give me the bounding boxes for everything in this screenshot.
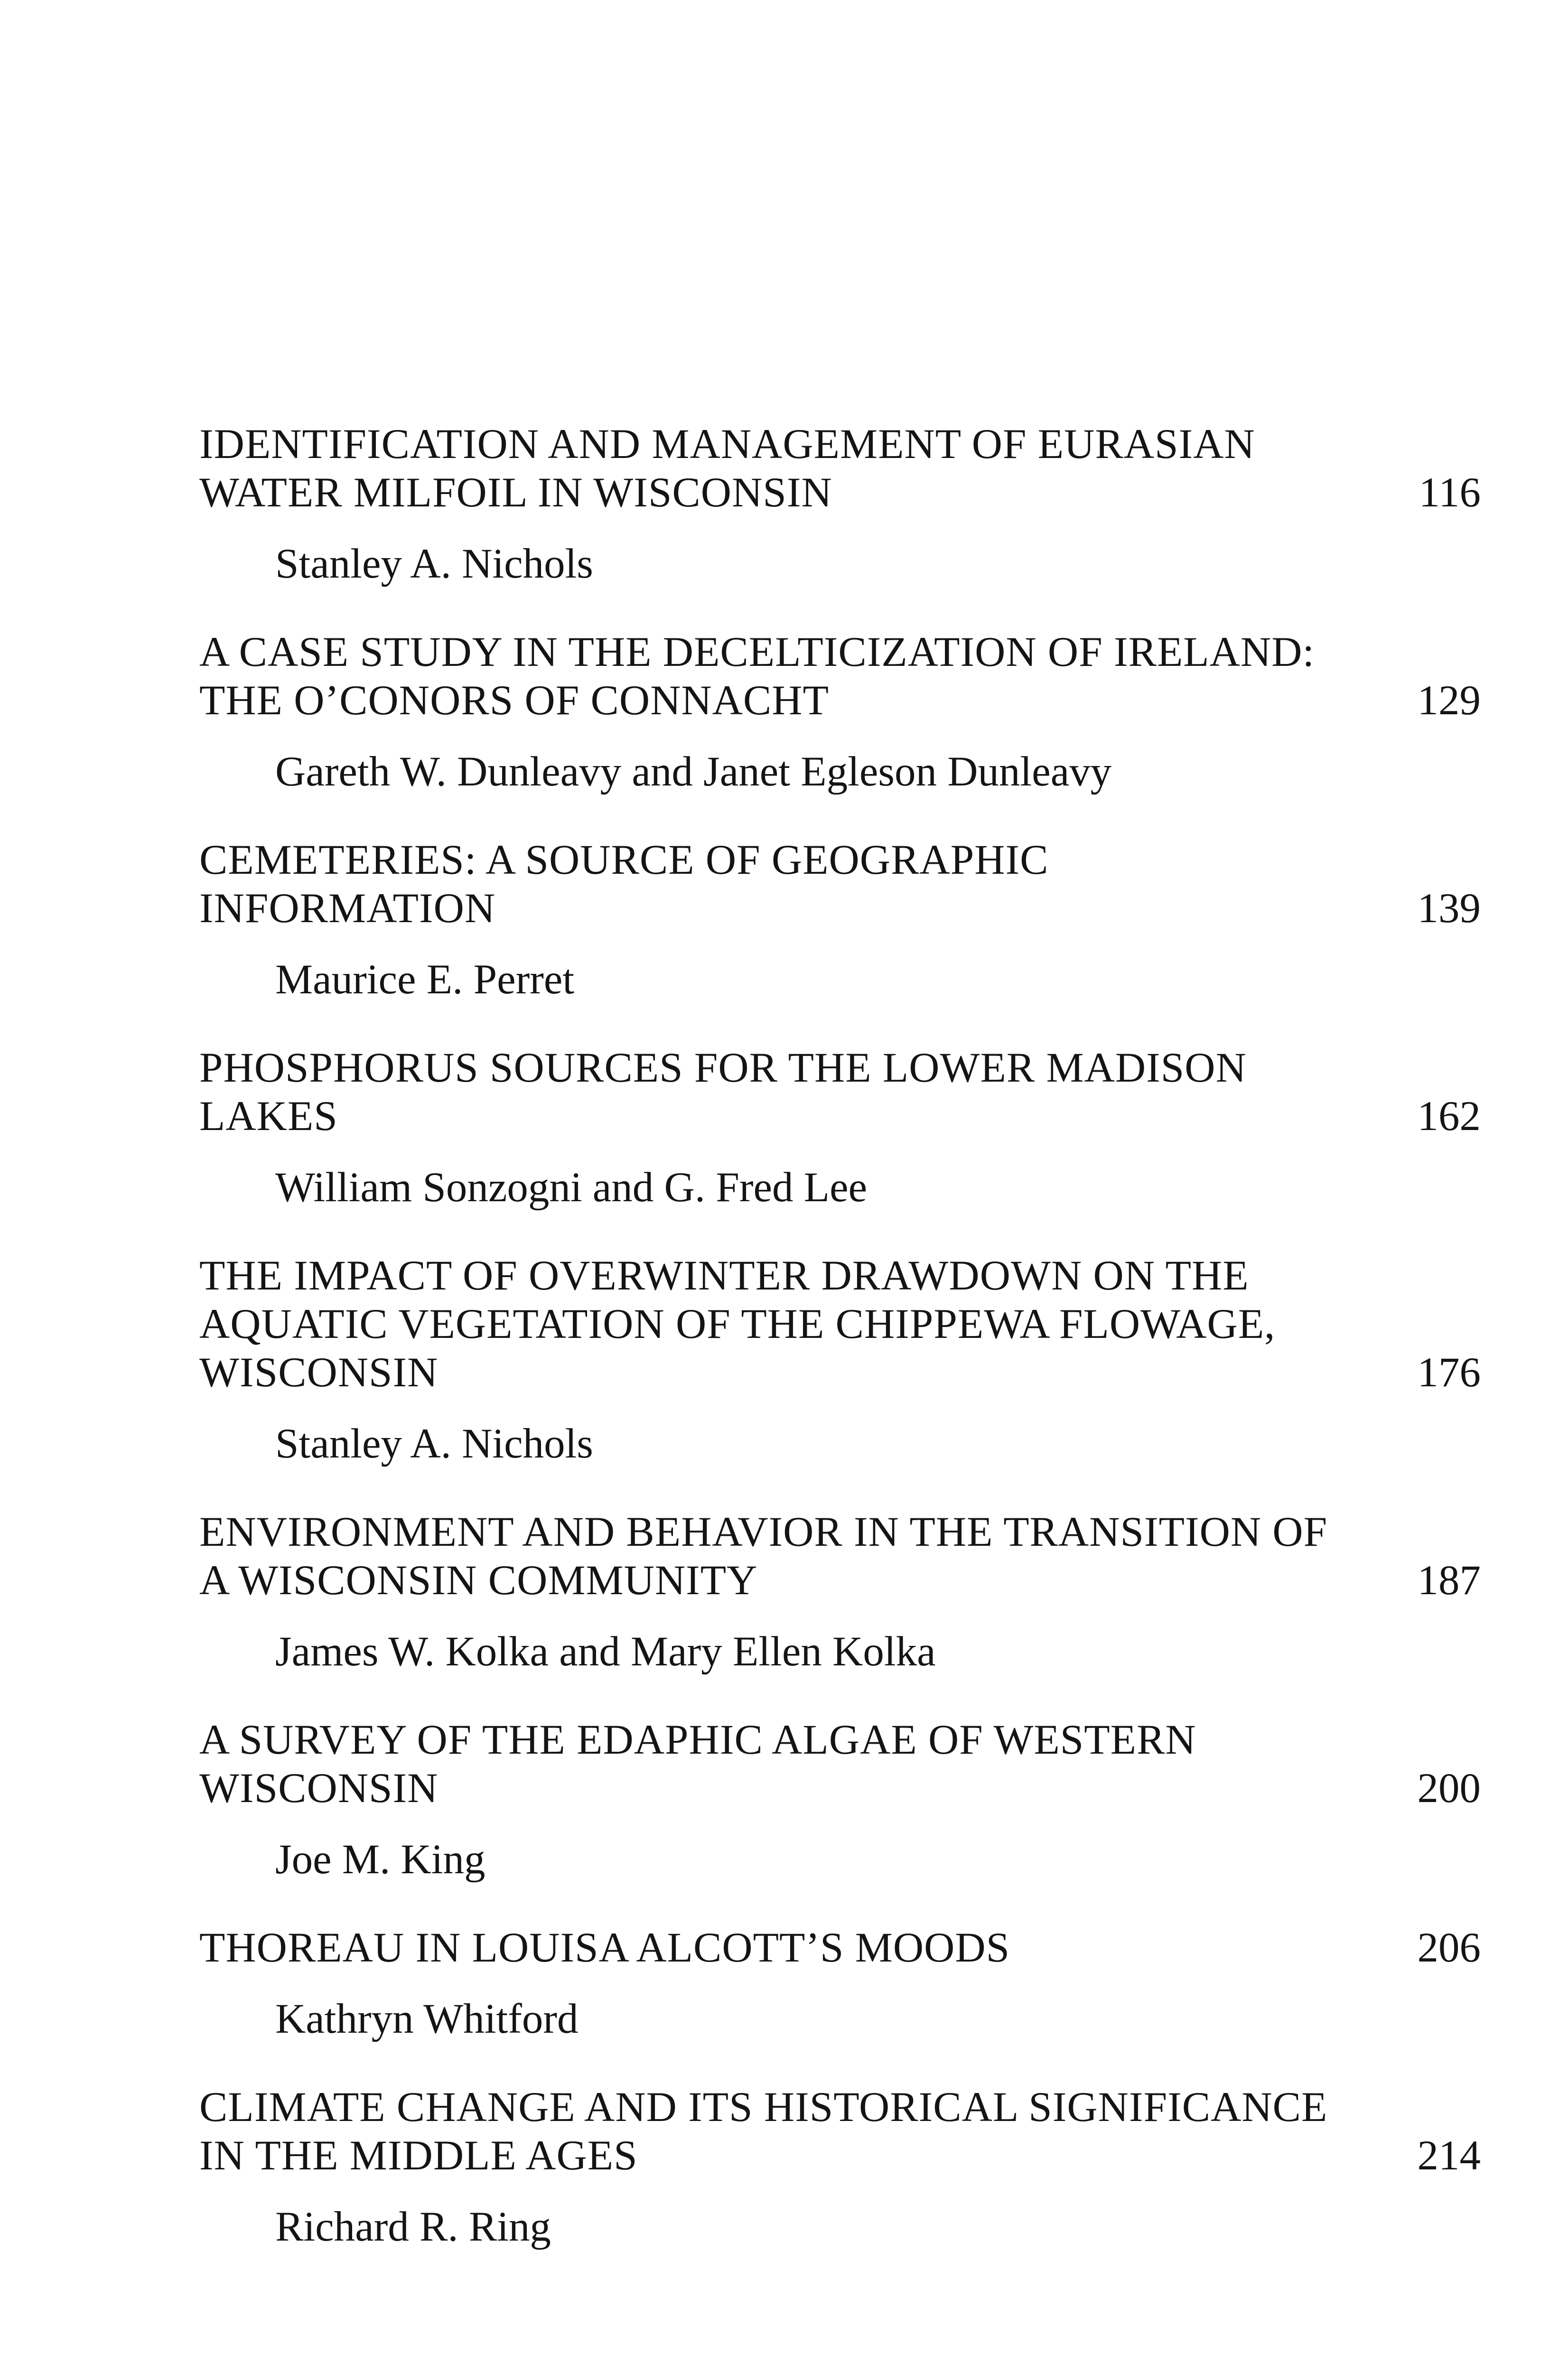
toc-entry (199, 1716, 1481, 1884)
entry-title-line: IN THE MIDDLE AGES (199, 2132, 638, 2179)
entry-title-line: LAKES (199, 1093, 338, 1140)
entry-title-line: IDENTIFICATION AND MANAGEMENT OF EURASIAN (199, 421, 1255, 467)
entry-author: Maurice E. Perret (275, 956, 575, 1003)
entry-page-number: 176 (1417, 1349, 1481, 1396)
toc-entry (199, 836, 1481, 1004)
entry-page-number: 206 (1417, 1925, 1481, 1971)
entry-title-line: INFORMATION (199, 885, 496, 932)
entry-page-number: 129 (1417, 677, 1481, 724)
entry-title-line: WATER MILFOIL IN WISCONSIN (199, 469, 832, 516)
entry-title-line: A SURVEY OF THE EDAPHIC ALGAE OF WESTERN (199, 1717, 1196, 1763)
entry-page-number: 187 (1417, 1557, 1481, 1604)
entry-page-number: 200 (1417, 1765, 1481, 1812)
entry-title-line: A CASE STUDY IN THE DECELTICIZATION OF IRELAND: (199, 629, 1315, 675)
entry-author: Kathryn Whitford (275, 1996, 579, 2042)
toc-entry (199, 1924, 1481, 2043)
entry-title-line: THOREAU IN LOUISA ALCOTT’S MOODS (199, 1925, 1010, 1971)
entry-title-line: WISCONSIN (199, 1765, 439, 1812)
entry-author: Joe M. King (275, 1836, 485, 1883)
entry-title-line: ENVIRONMENT AND BEHAVIOR IN THE TRANSITION OF (199, 1509, 1328, 1555)
entry-author: James W. Kolka and Mary Ellen Kolka (275, 1628, 936, 1675)
toc-entry (199, 628, 1481, 796)
entry-author: Gareth W. Dunleavy and Janet Egleson Dunleavy (275, 748, 1112, 795)
toc-entry (199, 1044, 1481, 1212)
entry-page-number: 162 (1417, 1093, 1481, 1140)
entry-title-line: THE O’CONORS OF CONNACHT (199, 677, 829, 724)
entry-title-line: CLIMATE CHANGE AND ITS HISTORICAL SIGNIFICANCE (199, 2084, 1328, 2130)
entry-title-line: CEMETERIES: A SOURCE OF GEOGRAPHIC (199, 837, 1049, 883)
entry-title-line: A WISCONSIN COMMUNITY (199, 1557, 758, 1604)
entry-author: William Sonzogni and G. Fred Lee (275, 1164, 868, 1211)
entry-author: Stanley A. Nichols (275, 541, 593, 587)
entry-title-line: PHOSPHORUS SOURCES FOR THE LOWER MADISON (199, 1045, 1247, 1091)
entry-title-line: AQUATIC VEGETATION OF THE CHIPPEWA FLOWAGE, (199, 1301, 1276, 1347)
toc-entry (199, 1252, 1481, 1468)
entry-author: Stanley A. Nichols (275, 1420, 593, 1467)
toc-entry (199, 420, 1481, 588)
entry-page-number: 116 (1419, 469, 1481, 516)
table-of-contents (199, 420, 1481, 2291)
entry-page-number: 139 (1417, 885, 1481, 932)
entry-title-line: THE IMPACT OF OVERWINTER DRAWDOWN ON THE (199, 1252, 1249, 1299)
entry-author: Richard R. Ring (275, 2204, 551, 2250)
entry-title-line: WISCONSIN (199, 1349, 439, 1396)
toc-entry (199, 2083, 1481, 2251)
toc-entry (199, 1508, 1481, 1676)
entry-page-number: 214 (1417, 2132, 1481, 2179)
